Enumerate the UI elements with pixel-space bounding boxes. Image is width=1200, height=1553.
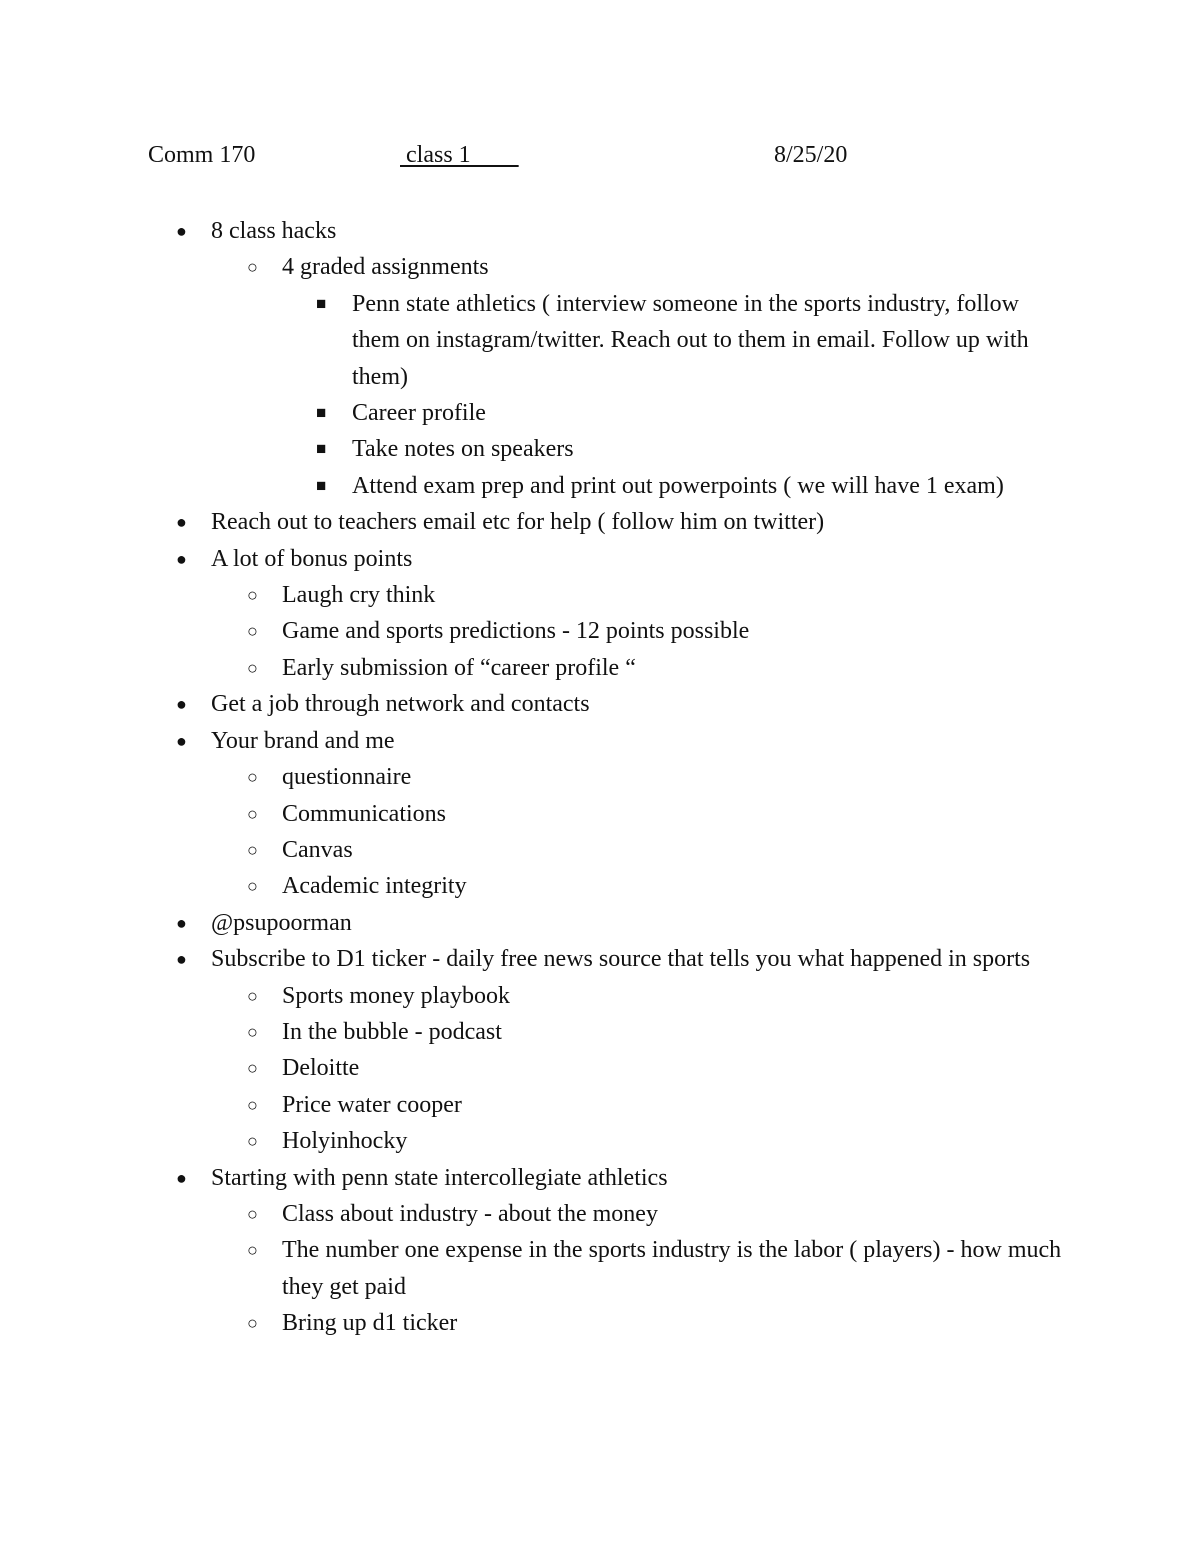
- hollow-bullet-icon: ○: [247, 1021, 258, 1042]
- list-item: ○ 4 graded assignments: [0, 249, 1062, 285]
- list-item: ■ Career profile: [0, 395, 1057, 431]
- notes-list: [0, 213, 1200, 1342]
- hollow-bullet-icon: ○: [247, 1240, 258, 1261]
- filled-bullet-icon: ●: [176, 694, 187, 715]
- list-item: ● Get a job through network and contacts: [0, 686, 1061, 722]
- list-item: ○ Game and sports predictions - 12 points possible: [0, 613, 1062, 649]
- class-label: class 1: [400, 142, 519, 168]
- hollow-bullet-icon: ○: [247, 621, 258, 642]
- square-bullet-icon: ■: [316, 293, 327, 313]
- list-item: ○ Holyinhocky: [0, 1123, 1062, 1159]
- hollow-bullet-icon: ○: [247, 839, 258, 860]
- list-item: ○ In the bubble - podcast: [0, 1014, 1062, 1050]
- hollow-bullet-icon: ○: [247, 1313, 258, 1334]
- square-bullet-icon: ■: [316, 439, 327, 459]
- filled-bullet-icon: ●: [176, 730, 187, 751]
- list-item: ○ Deloitte: [0, 1050, 1062, 1086]
- list-item: ○ Early submission of “career profile “: [0, 650, 1062, 686]
- hollow-bullet-icon: ○: [247, 876, 258, 897]
- list-item: ● Your brand and me: [0, 723, 1061, 759]
- square-bullet-icon: ■: [316, 403, 327, 423]
- list-item: ○ Academic integrity: [0, 868, 1062, 904]
- list-item: ○ The number one expense in the sports industry is the labor ( players) - how much they get paid: [0, 1232, 1062, 1305]
- list-item: ○ Laugh cry think: [0, 577, 1062, 613]
- hollow-bullet-icon: ○: [247, 1094, 258, 1115]
- hollow-bullet-icon: ○: [247, 257, 258, 278]
- square-bullet-icon: ■: [316, 475, 327, 495]
- hollow-bullet-icon: ○: [247, 803, 258, 824]
- list-item: ■ Take notes on speakers: [0, 431, 1057, 467]
- hollow-bullet-icon: ○: [247, 1203, 258, 1224]
- list-item: ○ Bring up d1 ticker: [0, 1305, 1062, 1341]
- list-item: ○ Class about industry - about the money: [0, 1196, 1062, 1232]
- list-item: ○ Sports money playbook: [0, 978, 1062, 1014]
- filled-bullet-icon: ●: [176, 221, 187, 241]
- list-item: ○ Price water cooper: [0, 1087, 1062, 1123]
- list-item: ● Starting with penn state intercollegiate athletics: [0, 1160, 1061, 1196]
- list-item: ● A lot of bonus points: [0, 541, 1061, 577]
- list-item: ○ Communications: [0, 796, 1062, 832]
- hollow-bullet-icon: ○: [247, 767, 258, 788]
- hollow-bullet-icon: ○: [247, 985, 258, 1006]
- filled-bullet-icon: ●: [176, 512, 187, 533]
- hollow-bullet-icon: ○: [247, 657, 258, 678]
- list-item: ● Subscribe to D1 ticker - daily free news source that tells you what happened in sports: [0, 941, 1061, 977]
- list-item: ● @psupoorman: [0, 905, 1061, 941]
- list-item: ○ questionnaire: [0, 759, 1062, 795]
- course-title: Comm 170: [148, 142, 256, 168]
- list-item: ● Reach out to teachers email etc for help ( follow him on twitter): [0, 504, 1061, 540]
- list-item: ■ Penn state athletics ( interview someone in the sports industry, follow them on instagram/twitter. Reach out to them in email. Follow up with them): [0, 286, 1057, 395]
- filled-bullet-icon: ●: [176, 949, 187, 970]
- list-item: ○ Canvas: [0, 832, 1062, 868]
- filled-bullet-icon: ●: [176, 912, 187, 933]
- note-date: 8/25/20: [774, 142, 848, 168]
- note-header: [148, 142, 1048, 178]
- hollow-bullet-icon: ○: [247, 585, 258, 606]
- list-item: ● 8 class hacks: [0, 213, 1061, 249]
- hollow-bullet-icon: ○: [247, 1058, 258, 1079]
- list-item: ■ Attend exam prep and print out powerpoints ( we will have 1 exam): [0, 468, 1057, 504]
- filled-bullet-icon: ●: [176, 548, 187, 569]
- hollow-bullet-icon: ○: [247, 1131, 258, 1152]
- filled-bullet-icon: ●: [176, 1167, 187, 1188]
